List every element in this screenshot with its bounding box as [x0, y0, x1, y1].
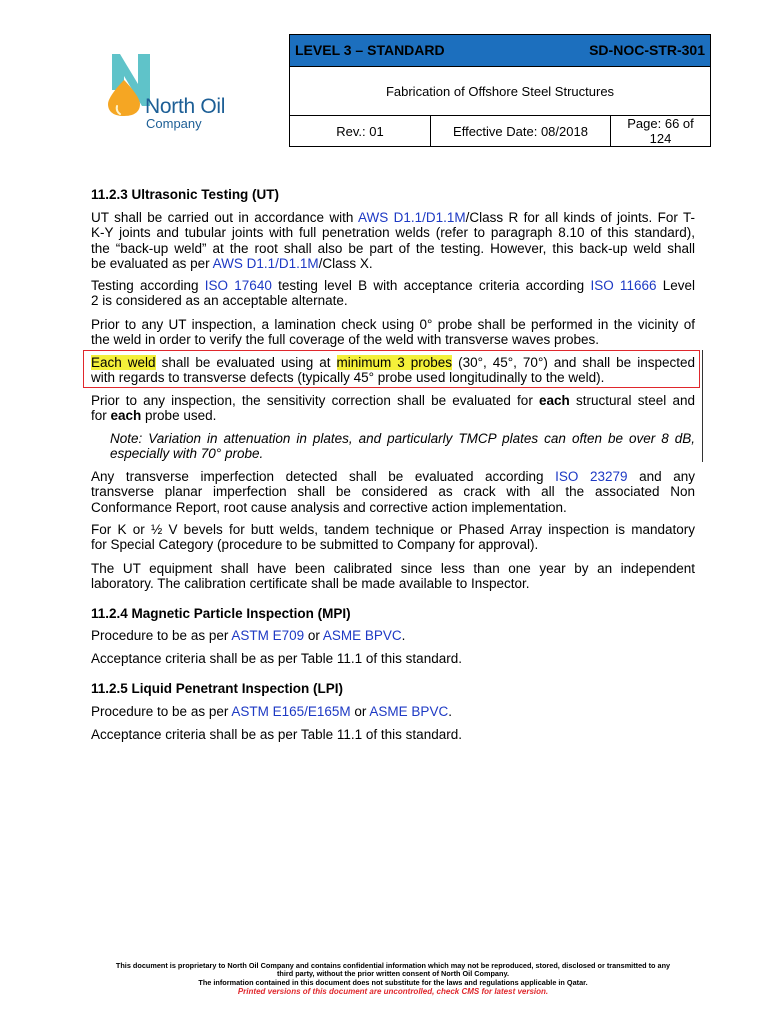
- bold-text: each: [110, 408, 142, 424]
- text-span: Procedure to be as per: [91, 704, 232, 719]
- text-span: probe used.: [141, 408, 217, 424]
- ut-note: [110, 431, 695, 462]
- ut-paragraph-2: [91, 278, 695, 309]
- text-line: transverse planar imperfection shall be considered as crack with all the associated Non: [91, 484, 695, 500]
- text-span: be evaluated as per: [91, 256, 213, 272]
- mpi-paragraph-1: [91, 628, 695, 643]
- text-span: Testing according: [91, 278, 205, 293]
- text-span: /Class X.: [318, 256, 373, 272]
- page-footer: [90, 962, 696, 997]
- ut-paragraph-5: [91, 393, 695, 424]
- lpi-paragraph-2: Acceptance criteria shall be as per Table 11.1 of this standard.: [91, 727, 462, 742]
- revision-change-bar: [702, 350, 703, 462]
- text-span: or: [304, 628, 323, 643]
- iso-11666-link[interactable]: ISO 11666: [590, 278, 657, 293]
- text-span: /Class R for all kinds of joints. For T-: [465, 210, 695, 225]
- text-span: for: [91, 408, 111, 424]
- text-span: .: [448, 704, 452, 719]
- footer-line-1: This document is proprietary to North Oil Company and contains confidential information which may not be reproduced, stored, disclosed or transmitted to any: [115, 961, 671, 970]
- text-span: testing level B with acceptance criteria according: [271, 278, 591, 293]
- astm-e165-link[interactable]: ASTM E165/E165M: [231, 704, 351, 719]
- document-title: Fabrication of Offshore Steel Structures: [290, 67, 711, 116]
- ut-paragraph-8: [91, 561, 695, 592]
- asme-bpvc-link-2[interactable]: ASME BPVC: [369, 704, 449, 719]
- ut-paragraph-6: [91, 469, 695, 515]
- footer-uncontrolled-notice: Printed versions of this document are uncontrolled, check CMS for latest version.: [237, 987, 549, 997]
- section-heading-lpi: 11.2.5 Liquid Penetrant Inspection (LPI): [91, 681, 344, 696]
- document-header-table: [289, 34, 711, 147]
- text-span: (30°, 45°, 70°) and shall be inspected: [452, 355, 695, 370]
- iso-17640-link[interactable]: ISO 17640: [204, 278, 272, 293]
- aws-d1-link-2[interactable]: AWS D1.1/D1.1M: [212, 256, 319, 272]
- text-span: or: [350, 704, 370, 719]
- section-heading-mpi: 11.2.4 Magnetic Particle Inspection (MPI): [91, 606, 351, 621]
- lpi-paragraph-1: [91, 704, 695, 719]
- mpi-paragraph-2: Acceptance criteria shall be as per Table 11.1 of this standard.: [91, 651, 462, 666]
- text-line: for Special Category (procedure to be submitted to Company for approval).: [91, 537, 539, 553]
- level-bar: [290, 35, 711, 67]
- text-line: the “back-up weld” at the root shall also be part of the testing. However, this back-up weld shall: [91, 240, 695, 256]
- text-span: and any: [627, 469, 696, 484]
- bold-text: each: [539, 393, 570, 408]
- astm-e709-link[interactable]: ASTM E709: [231, 628, 305, 643]
- highlight-minimum-probes: minimum 3 probes: [336, 355, 453, 370]
- text-line: with regards to transverse defects (typically 45° probe used longitudinally to the weld).: [91, 370, 605, 386]
- ut-paragraph-1: [91, 210, 695, 272]
- document-level: LEVEL 3 – STANDARD: [295, 42, 445, 58]
- text-span: Prior to any inspection, the sensitivity correction shall be evaluated for: [91, 393, 540, 408]
- ut-paragraph-7: [91, 522, 695, 553]
- text-span: structural steel and: [569, 393, 696, 408]
- text-line: Conformance Report, root cause analysis and corrective action implementation.: [91, 499, 567, 515]
- text-line: 2 is considered as an acceptable alternate.: [91, 293, 348, 309]
- text-line: The UT equipment shall have been calibrated since less than one year by an independent: [91, 561, 695, 576]
- page-number-cell: Page: 66 of 124: [611, 116, 711, 147]
- footer-line-2: third party, without the prior written consent of North Oil Company.: [276, 969, 509, 979]
- text-line: Note: Variation in attenuation in plates, and particularly TMCP plates can often be over 8 dB,: [110, 431, 695, 446]
- aws-d1-link[interactable]: AWS D1.1/D1.1M: [357, 210, 466, 225]
- company-subtitle: Company: [146, 116, 202, 131]
- asme-bpvc-link[interactable]: ASME BPVC: [322, 628, 402, 643]
- text-span: Any transverse imperfection detected shall be evaluated according: [91, 469, 556, 484]
- text-span: Level: [656, 278, 696, 293]
- revision-cell: Rev.: 01: [290, 116, 431, 147]
- highlight-each-weld: Each weld: [91, 355, 156, 370]
- text-line: the weld in order to verify the full coverage of the weld with transverse waves probes.: [91, 332, 600, 348]
- text-line: For K or ½ V bevels for butt welds, tandem technique or Phased Array inspection is mandatory: [91, 522, 695, 537]
- text-span: shall be evaluated using at: [155, 355, 337, 370]
- ut-paragraph-3: [91, 317, 695, 348]
- ut-paragraph-4-highlighted: [91, 355, 695, 386]
- document-code: SD-NOC-STR-301: [589, 42, 705, 58]
- iso-23279-link[interactable]: ISO 23279: [555, 469, 628, 484]
- text-line: especially with 70° probe.: [110, 446, 264, 462]
- company-name: North Oil: [145, 95, 226, 118]
- section-heading-ut: 11.2.3 Ultrasonic Testing (UT): [91, 187, 280, 202]
- text-line: Prior to any UT inspection, a lamination check using 0° probe shall be performed in the vicinity of: [91, 317, 695, 332]
- effective-date-cell: Effective Date: 08/2018: [431, 116, 611, 147]
- text-span: UT shall be carried out in accordance with: [91, 210, 358, 225]
- footer-line-3: The information contained in this document does not substitute for the laws and regulations applicable in Qatar.: [198, 977, 588, 987]
- company-logo: [104, 50, 264, 132]
- text-span: Procedure to be as per: [91, 628, 232, 643]
- text-line: K-Y joints and tubular joints with full penetration welds (refer to paragraph 8.10 of this standard),: [91, 225, 695, 241]
- text-line: laboratory. The calibration certificate shall be made available to Inspector.: [91, 576, 530, 592]
- text-span: .: [401, 628, 406, 643]
